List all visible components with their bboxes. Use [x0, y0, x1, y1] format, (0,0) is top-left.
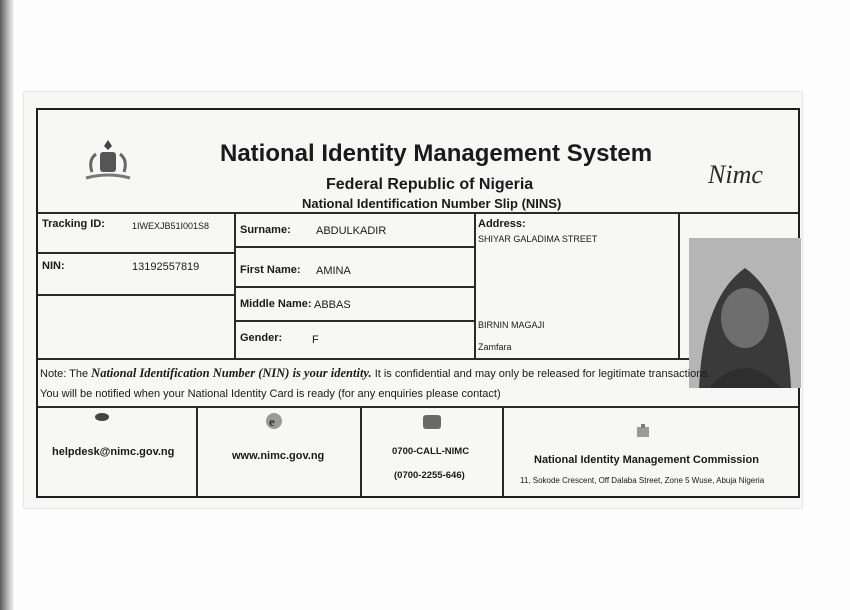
slip-frame [36, 108, 800, 498]
address-label: Address: [478, 218, 526, 230]
note-line-1 [40, 366, 711, 381]
gender-label: Gender: [240, 332, 283, 344]
note-prefix: Note: The [40, 368, 89, 380]
nin-value: 13192557819 [132, 261, 200, 273]
scan-edge-shadow [0, 0, 14, 610]
note-emphasis: National Identification Number (NIN) is your identity. [91, 366, 372, 380]
phone-secondary: (0700-2255-646) [394, 470, 465, 481]
nimc-logo: Nimc [708, 160, 763, 189]
page-title: National Identity Management System [220, 140, 653, 167]
gender-value: F [312, 334, 319, 346]
first-name-label: First Name: [240, 264, 301, 276]
phone-primary: 0700-CALL-NIMC [392, 446, 470, 457]
middle-name-label: Middle Name: [240, 298, 312, 310]
slip-title: National Identification Number Slip (NINS) [302, 196, 562, 211]
phone-icon [422, 414, 442, 430]
address-line-3: Zamfara [478, 342, 512, 352]
website-link[interactable]: www.nimc.gov.ng [232, 450, 325, 462]
address-line-1: SHIYAR GALADIMA STREET [478, 234, 598, 244]
nin-slip [24, 92, 802, 508]
svg-text:e: e [269, 414, 275, 429]
building-icon [636, 424, 650, 438]
helpdesk-email[interactable]: helpdesk@nimc.gov.ng [52, 446, 175, 458]
org-name: National Identity Management Commission [534, 454, 759, 466]
note-line-2: You will be notified when your National Identity Card is ready (for any enquiries please contact) [40, 388, 501, 400]
surname-label: Surname: [240, 224, 291, 236]
coat-of-arms-icon [82, 136, 134, 186]
subtitle: Federal Republic of Nigeria [326, 176, 534, 193]
note-rest: It is confidential and may only be released for legitimate transactions. [374, 368, 711, 380]
mouse-icon [94, 412, 110, 422]
middle-name-value: ABBAS [314, 299, 351, 311]
browser-icon [264, 412, 284, 430]
tracking-id-label: Tracking ID: [42, 218, 105, 230]
surname-value: ABDULKADIR [316, 225, 387, 237]
nin-label: NIN: [42, 260, 65, 272]
first-name-value: AMINA [316, 265, 351, 277]
address-line-2: BIRNIN MAGAJI [478, 320, 545, 330]
tracking-id-value: 1IWEXJB51I001S8 [132, 221, 210, 231]
org-address: 11, Sokode Crescent, Off Dalaba Street, Zone 5 Wuse, Abuja Nigeria [520, 476, 765, 485]
